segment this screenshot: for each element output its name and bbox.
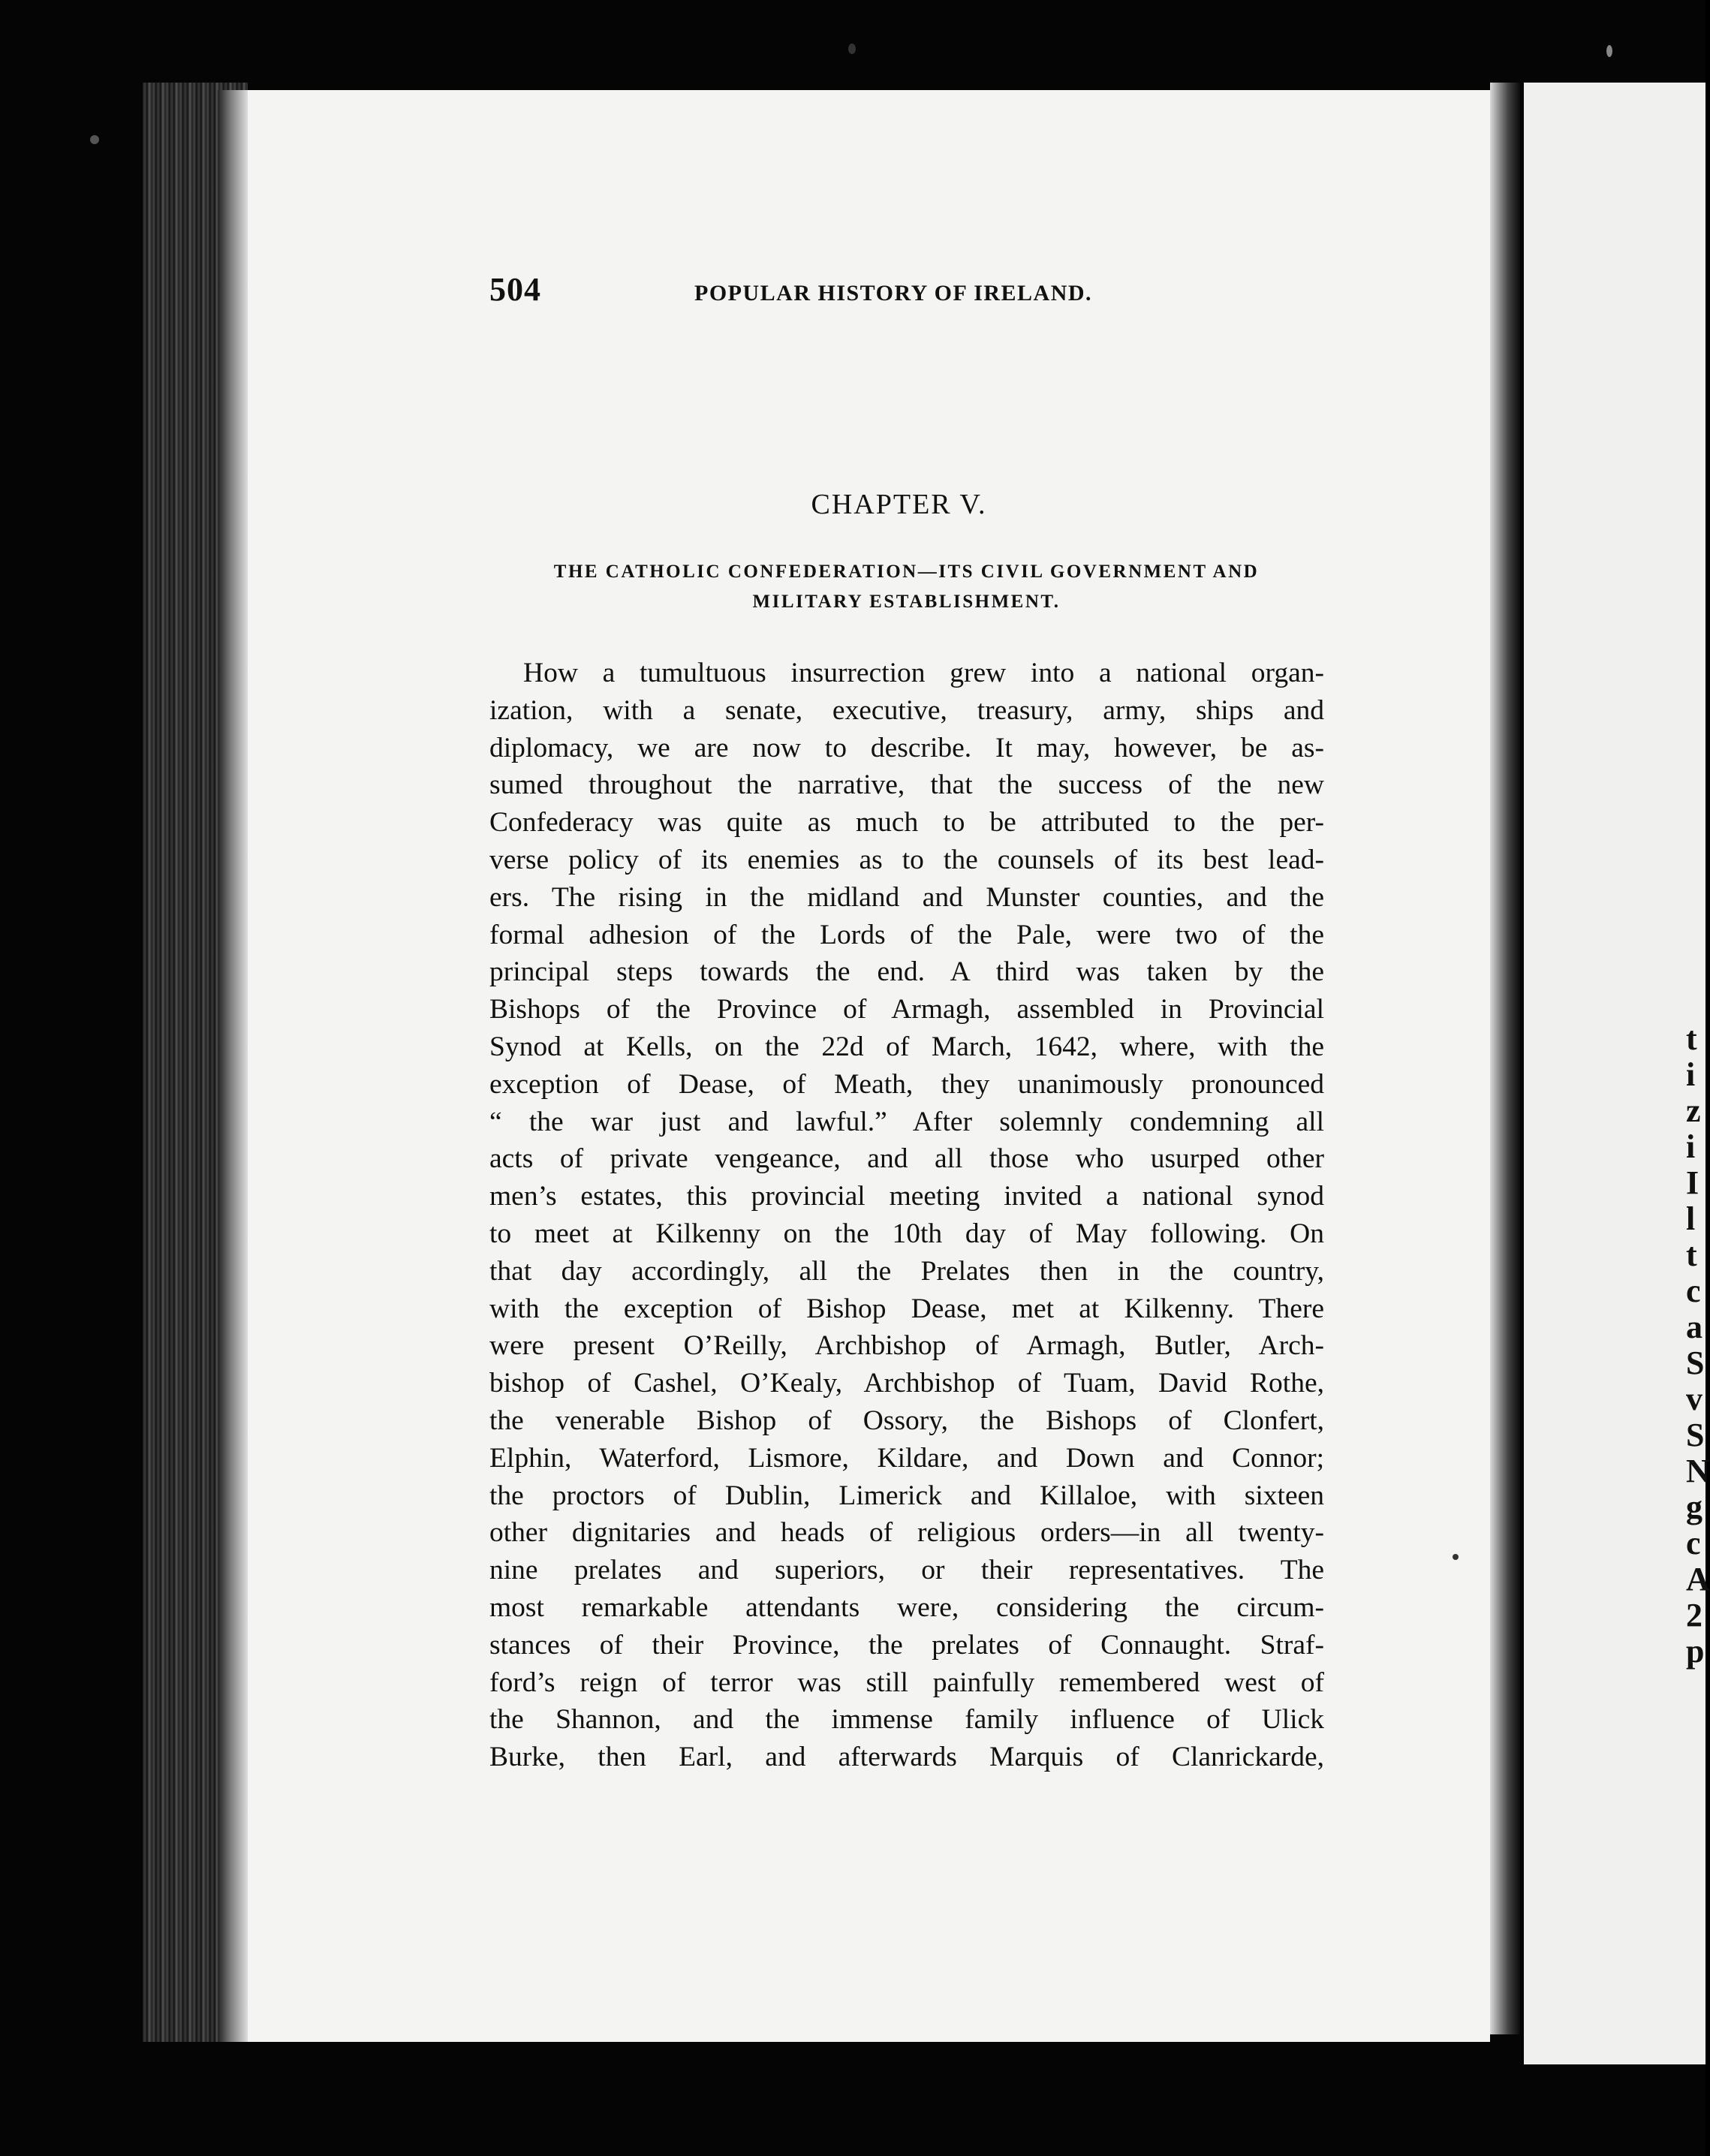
facing-page-letter: p bbox=[1686, 1633, 1705, 1670]
text-line: nine prelates and superiors, or their representatives. The bbox=[489, 1555, 1324, 1586]
chapter-subtitle-line-1: THE CATHOLIC CONFEDERATION—ITS CIVIL GOVERNMENT AND bbox=[553, 562, 1260, 582]
scan-speck bbox=[90, 135, 99, 144]
facing-page-letter: l bbox=[1686, 1200, 1696, 1237]
text-line: sumed throughout the narrative, that the success of the new bbox=[489, 769, 1324, 801]
facing-page-letter: A bbox=[1686, 1561, 1710, 1597]
text-line: the proctors of Dublin, Limerick and Killaloe, with sixteen bbox=[489, 1480, 1324, 1511]
chapter-subtitle-line-2: MILITARY ESTABLISHMENT. bbox=[752, 592, 1061, 612]
text-line: Burke, then Earl, and afterwards Marquis of Clanrickarde, bbox=[489, 1742, 1324, 1773]
facing-page-letter: t bbox=[1686, 1020, 1697, 1057]
body-paragraph bbox=[489, 655, 1324, 1776]
chapter-title: CHAPTER V. bbox=[811, 489, 987, 520]
text-line: exception of Dease, of Meath, they unanimously pronounced bbox=[489, 1068, 1324, 1100]
text-line: ization, with a senate, executive, treasury, army, ships and bbox=[489, 694, 1324, 726]
text-line: Elphin, Waterford, Lismore, Kildare, and Down and Connor; bbox=[489, 1442, 1324, 1474]
text-line: to meet at Kilkenny on the 10th day of May following. On bbox=[489, 1218, 1324, 1249]
scan-speck bbox=[1453, 1554, 1459, 1560]
page-edge-highlight bbox=[218, 90, 248, 2042]
text-line: stances of their Province, the prelates of Connaught. Straf- bbox=[489, 1629, 1324, 1661]
text-line: were present O’Reilly, Archbishop of Armagh, Butler, Arch- bbox=[489, 1330, 1324, 1362]
facing-page-letter: S bbox=[1686, 1344, 1705, 1381]
facing-page-letter: c bbox=[1686, 1272, 1701, 1309]
text-line: Bishops of the Province of Armagh, assembled in Provincial bbox=[489, 994, 1324, 1025]
text-line: that day accordingly, all the Prelates then in the country, bbox=[489, 1255, 1324, 1287]
running-header bbox=[248, 270, 1490, 315]
text-line: men’s estates, this provincial meeting invited a national synod bbox=[489, 1181, 1324, 1212]
text-line: principal steps towards the end. A third was taken by the bbox=[489, 956, 1324, 988]
facing-page-letter: I bbox=[1686, 1164, 1699, 1201]
facing-page-letter: a bbox=[1686, 1308, 1702, 1345]
text-line: formal adhesion of the Lords of the Pale, were two of the bbox=[489, 919, 1324, 950]
text-line: ford’s reign of terror was still painfully remembered west of bbox=[489, 1667, 1324, 1698]
text-line: Synod at Kells, on the 22d of March, 1642, where, with the bbox=[489, 1031, 1324, 1062]
text-line: verse policy of its enemies as to the counsels of its best lead- bbox=[489, 844, 1324, 875]
facing-page-letter: v bbox=[1686, 1381, 1702, 1417]
text-line: the Shannon, and the immense family influence of Ulick bbox=[489, 1704, 1324, 1736]
facing-page-letter: S bbox=[1686, 1417, 1705, 1453]
text-line: ers. The rising in the midland and Munster counties, and the bbox=[489, 881, 1324, 913]
scan-speck bbox=[848, 44, 856, 54]
text-line: bishop of Cashel, O’Kealy, Archbishop of Tuam, David Rothe, bbox=[489, 1368, 1324, 1399]
facing-page-letter: z bbox=[1686, 1092, 1701, 1129]
text-line: “ the war just and lawful.” After solemnly condemning all bbox=[489, 1106, 1324, 1137]
text-line: other dignitaries and heads of religious orders—in all twenty- bbox=[489, 1517, 1324, 1549]
facing-page-letter: i bbox=[1686, 1128, 1696, 1165]
facing-page-letter: t bbox=[1686, 1236, 1697, 1273]
text-line: acts of private vengeance, and all those who usurped other bbox=[489, 1143, 1324, 1175]
running-title: POPULAR HISTORY OF IRELAND. bbox=[694, 281, 1093, 306]
facing-page bbox=[1524, 83, 1710, 2064]
facing-page-text bbox=[1686, 1020, 1710, 1670]
facing-page-letter: N bbox=[1686, 1453, 1710, 1489]
text-line: most remarkable attendants were, considering the circum- bbox=[489, 1591, 1324, 1623]
facing-page-letter: 2 bbox=[1686, 1597, 1702, 1634]
chapter-subtitle bbox=[488, 557, 1325, 617]
text-line: with the exception of Bishop Dease, met at Kilkenny. There bbox=[489, 1293, 1324, 1324]
facing-page-letter: c bbox=[1686, 1525, 1701, 1561]
text-line: the venerable Bishop of Ossory, the Bishops of Clonfert, bbox=[489, 1405, 1324, 1436]
page-number: 504 bbox=[489, 271, 541, 308]
facing-page-letter: g bbox=[1686, 1489, 1702, 1525]
text-line: diplomacy, we are now to describe. It may, however, be as- bbox=[489, 732, 1324, 763]
facing-page-letter: i bbox=[1686, 1056, 1696, 1093]
text-line: How a tumultuous insurrection grew into a national organ- bbox=[523, 658, 1324, 688]
scan-speck bbox=[1606, 45, 1612, 57]
book-gutter bbox=[1490, 83, 1520, 2034]
text-line: Confederacy was quite as much to be attributed to the per- bbox=[489, 807, 1324, 839]
